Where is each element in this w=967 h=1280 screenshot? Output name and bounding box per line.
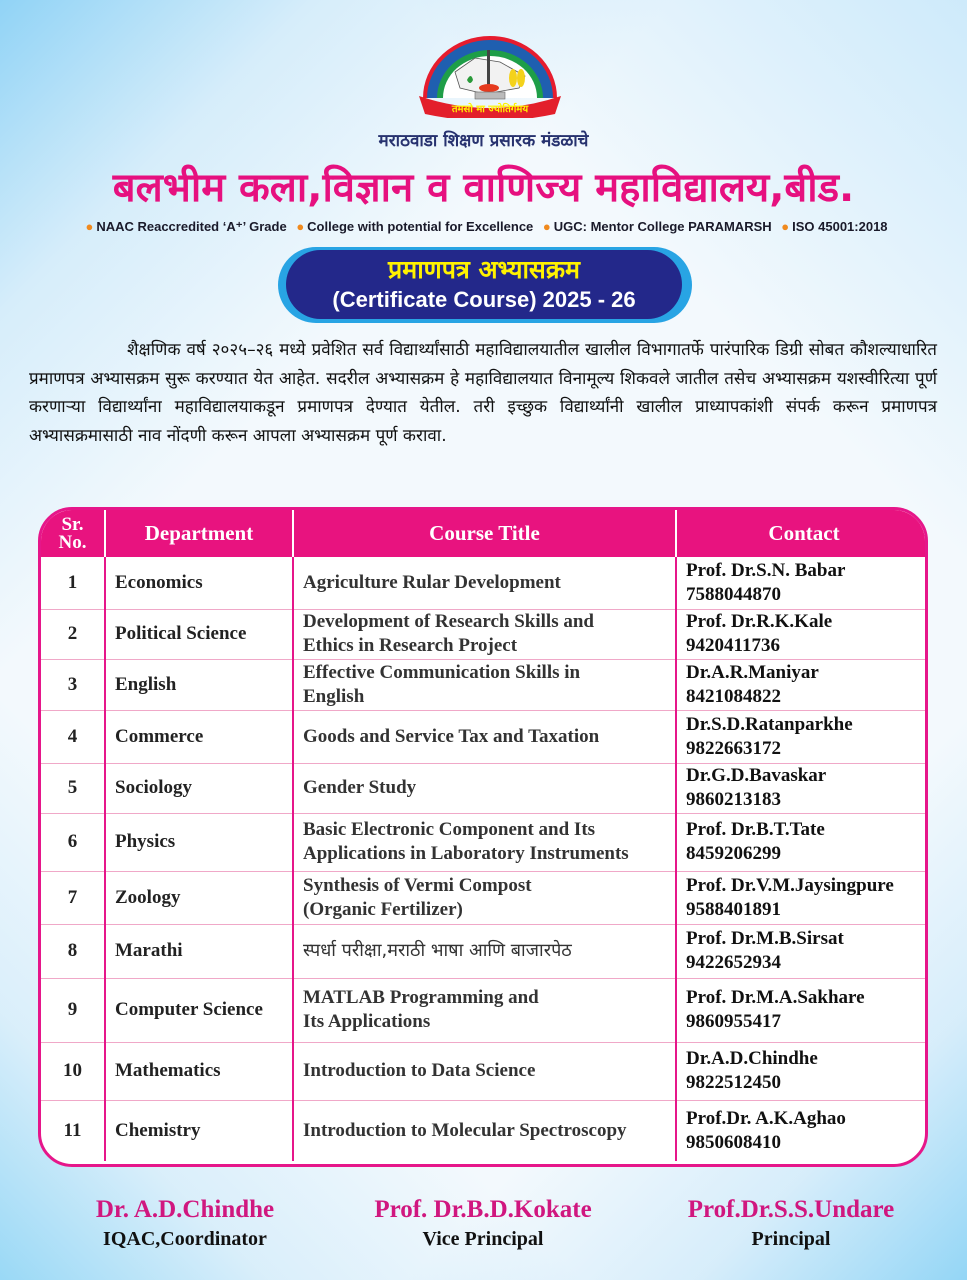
table-row — [41, 557, 928, 609]
cell-course-title — [293, 1100, 676, 1161]
cell-sr-no: 7 — [41, 871, 105, 924]
cell-sr-no: 11 — [41, 1100, 105, 1161]
contact-name: Prof. Dr.M.A.Sakhare — [686, 987, 865, 1008]
contact-phone: 9850608410 — [686, 1131, 781, 1153]
course-banner-inner — [286, 250, 682, 319]
cell-sr-no: 5 — [41, 763, 105, 813]
cell-course-title — [293, 871, 676, 924]
cell-contact — [676, 978, 928, 1042]
table-row — [41, 1042, 928, 1100]
cell-course-title — [293, 763, 676, 813]
table-row — [41, 978, 928, 1042]
cell-department: Marathi — [105, 924, 293, 978]
table-row — [41, 813, 928, 871]
cell-sr-no: 8 — [41, 924, 105, 978]
table-row — [41, 871, 928, 924]
society-name: मराठवाडा शिक्षण प्रसारक मंडळाचे — [378, 131, 589, 151]
contact-phone: 8421084822 — [686, 685, 781, 707]
cell-course-title — [293, 557, 676, 609]
signatory-vice-principal — [333, 1194, 633, 1252]
course-line: Applications in Laboratory Instruments — [303, 843, 629, 864]
cell-contact — [676, 813, 928, 871]
logo-motto: तमसो मा ज्योतिर्गमय — [451, 104, 529, 115]
cell-course-title — [293, 924, 676, 978]
table-row — [41, 710, 928, 763]
cell-course-title — [293, 609, 676, 659]
table-row — [41, 1100, 928, 1161]
contact-phone: 9822512450 — [686, 1072, 781, 1093]
cell-contact — [676, 871, 928, 924]
signatory-role: Vice Principal — [422, 1228, 544, 1250]
contact-name: Prof. Dr.R.K.Kale — [686, 611, 833, 632]
course-line: Effective Communication Skills in — [303, 661, 581, 683]
contact-name: Dr.G.D.Bavaskar — [686, 765, 827, 786]
course-table-container — [38, 507, 928, 1167]
cell-sr-no: 2 — [41, 609, 105, 659]
contact-name: Prof. Dr.S.N. Babar — [686, 559, 846, 581]
course-line: Goods and Service Tax and Taxation — [303, 725, 600, 747]
contact-phone: 9422652934 — [686, 952, 781, 973]
table-header-row — [41, 510, 928, 557]
cell-department: Political Science — [105, 609, 293, 659]
signatory-role: Principal — [751, 1228, 831, 1250]
bullet-dot-icon: ● — [781, 219, 790, 234]
cell-sr-no: 1 — [41, 557, 105, 609]
signatory-name: Prof.Dr.S.S.Undare — [687, 1196, 895, 1223]
banner-title-english: (Certificate Course) 2025 - 26 — [332, 287, 636, 312]
cell-department: Sociology — [105, 763, 293, 813]
cell-contact — [676, 924, 928, 978]
cell-contact — [676, 609, 928, 659]
cell-contact — [676, 763, 928, 813]
cell-department: Commerce — [105, 710, 293, 763]
bullet-dot-icon: ● — [542, 219, 551, 234]
cell-course-title — [293, 659, 676, 710]
cell-department: Mathematics — [105, 1042, 293, 1100]
contact-name: Prof. Dr.M.B.Sirsat — [686, 928, 844, 949]
contact-phone: 9588401891 — [686, 898, 781, 920]
cell-contact — [676, 659, 928, 710]
accreditation-badges — [0, 219, 967, 235]
cell-course-title — [293, 978, 676, 1042]
course-line: Basic Electronic Component and Its — [303, 819, 596, 840]
table-row — [41, 609, 928, 659]
cell-sr-no: 4 — [41, 710, 105, 763]
cell-sr-no: 6 — [41, 813, 105, 871]
contact-phone: 9860213183 — [686, 789, 781, 810]
course-line: स्पर्धा परीक्षा,मराठी भाषा आणि बाजारपेठ — [303, 940, 572, 961]
contact-phone: 9420411736 — [686, 635, 780, 656]
badge-ugc: UGC: Mentor College PARAMARSH — [553, 219, 772, 234]
course-banner — [278, 247, 692, 323]
table-row — [41, 924, 928, 978]
cell-sr-no: 9 — [41, 978, 105, 1042]
course-line: Synthesis of Vermi Compost — [303, 874, 532, 896]
course-line: MATLAB Programming and — [303, 987, 539, 1008]
cell-contact — [676, 710, 928, 763]
contact-phone: 9860955417 — [686, 1011, 781, 1032]
signatory-principal — [641, 1194, 941, 1252]
cell-sr-no: 10 — [41, 1042, 105, 1100]
contact-name: Prof.Dr. A.K.Aghao — [686, 1107, 846, 1129]
course-line: Agriculture Rular Development — [303, 571, 561, 593]
cell-department: Computer Science — [105, 978, 293, 1042]
course-line: Gender Study — [303, 777, 417, 798]
college-name: बलभीम कला,विज्ञान व वाणिज्य महाविद्यालय,बीड. — [112, 165, 855, 211]
header-course-title: Course Title — [293, 510, 676, 557]
cell-course-title — [293, 813, 676, 871]
header-department: Department — [105, 510, 293, 557]
contact-phone: 7588044870 — [686, 583, 781, 605]
course-line: English — [303, 685, 365, 707]
contact-name: Prof. Dr.V.M.Jaysingpure — [686, 874, 894, 896]
college-logo — [415, 28, 565, 118]
course-line: Introduction to Data Science — [303, 1060, 536, 1081]
contact-phone: 9822663172 — [686, 737, 781, 759]
signatory-iqac — [35, 1194, 335, 1252]
bullet-dot-icon: ● — [85, 219, 94, 234]
course-line: Its Applications — [303, 1011, 431, 1032]
cell-contact — [676, 1042, 928, 1100]
header-sr-no: Sr. No. — [41, 510, 105, 557]
signatory-name: Dr. A.D.Chindhe — [95, 1196, 275, 1223]
signatory-role: IQAC,Coordinator — [103, 1228, 267, 1250]
cell-sr-no: 3 — [41, 659, 105, 710]
cell-department: English — [105, 659, 293, 710]
course-line: Ethics in Research Project — [303, 635, 518, 656]
cell-course-title — [293, 1042, 676, 1100]
table-row — [41, 763, 928, 813]
contact-name: Dr.A.R.Maniyar — [686, 661, 819, 683]
cell-department: Economics — [105, 557, 293, 609]
course-line: Development of Research Skills and — [303, 611, 594, 632]
contact-name: Dr.S.D.Ratanparkhe — [686, 713, 853, 735]
badge-iso: ISO 45001:2018 — [792, 219, 888, 234]
cell-department: Zoology — [105, 871, 293, 924]
cell-course-title — [293, 710, 676, 763]
cell-department: Chemistry — [105, 1100, 293, 1161]
contact-name: Dr.A.D.Chindhe — [686, 1048, 818, 1069]
cell-department: Physics — [105, 813, 293, 871]
signatory-name: Prof. Dr.B.D.Kokate — [374, 1196, 592, 1223]
contact-name: Prof. Dr.B.T.Tate — [686, 819, 825, 840]
course-line: Introduction to Molecular Spectroscopy — [303, 1119, 627, 1141]
cell-contact — [676, 557, 928, 609]
cell-contact — [676, 1100, 928, 1161]
intro-paragraph: शैक्षणिक वर्ष २०२५–२६ मध्ये प्रवेशित सर्व विद्यार्थ्यांसाठी महाविद्यालयातील खालील विभागातर्फे पारंपारिक डिग्री सोबत कौशल्याधारित प्रमाणपत्र अभ्यासक्रम सुरू करण्यात येत आहेत. सदरील अभ्यासक्रम हे महाविद्यालयात विनामूल्य शिकवले जातील तसेच अभ्यासक्रम यशस्वीरित्या पूर्ण करणाऱ्या विद्यार्थ्यांना महाविद्यालयाकडून प्रमाणपत्र देण्यात येतील. तरी इच्छुक विद्यार्थ्यांनी खालील प्राध्यापकांशी संपर्क करून प्रमाणपत्र अभ्यासक्रमासाठी नाव नोंदणी करून आपला अभ्यासक्रम पूर्ण करावा. — [29, 340, 937, 446]
badge-naac: NAAC Reaccredited ‘A⁺’ Grade — [96, 219, 287, 234]
bullet-dot-icon: ● — [296, 219, 305, 234]
contact-phone: 8459206299 — [686, 843, 781, 864]
banner-title-marathi: प्रमाणपत्र अभ्यासक्रम — [388, 255, 580, 284]
table-row — [41, 659, 928, 710]
course-table — [41, 510, 928, 1161]
course-line: (Organic Fertilizer) — [303, 898, 463, 920]
badge-excellence: College with potential for Excellence — [307, 219, 534, 234]
header-contact: Contact — [676, 510, 928, 557]
